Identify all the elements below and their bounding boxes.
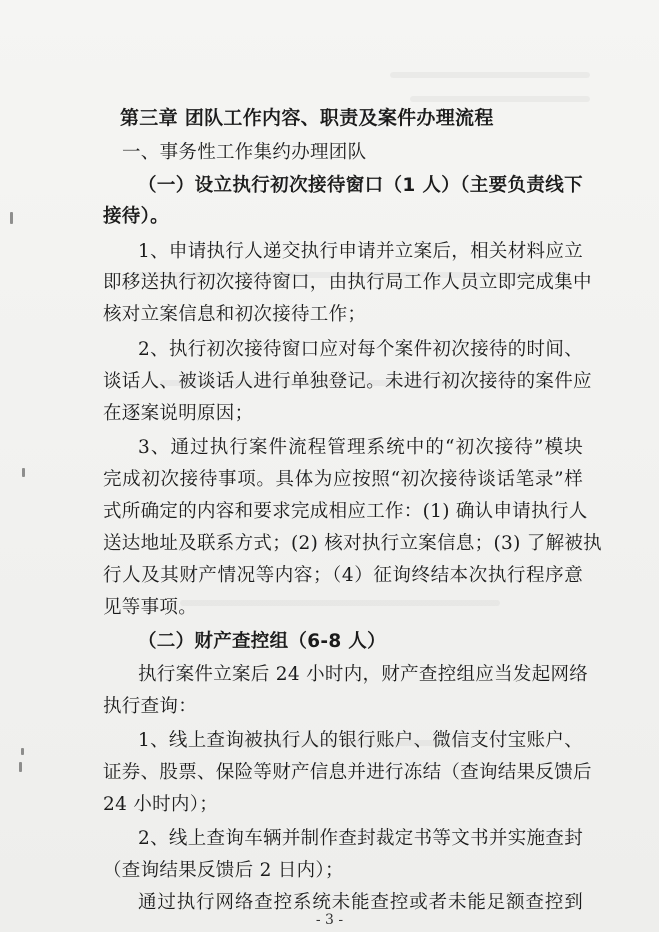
paragraph-line: 执行查询： (103, 696, 198, 717)
paragraph-line: 2、执行初次接待窗口应对每个案件初次接待的时间、 (138, 339, 583, 360)
bleed-through-shadow (390, 72, 590, 78)
subsection-title-line-2: 接待）。 (103, 206, 169, 227)
paragraph-line: 在逐案说明原因； (103, 403, 254, 424)
paragraph-line: 执行案件立案后 24 小时内，财产查控组应当发起网络 (138, 664, 589, 685)
subsection-title-line-1: （一）设立执行初次接待窗口（1 人）（主要负责线下 (138, 175, 583, 196)
paragraph-line: 3、通过执行案件流程管理系统中的“初次接待”模块 (138, 437, 583, 458)
paragraph-line: 谈话人、被谈话人进行单独登记。未进行初次接待的案件应 (103, 371, 592, 392)
scan-mark (10, 212, 13, 224)
paragraph-line: 1、线上查询被执行人的银行账户、微信支付宝账户、 (138, 730, 583, 751)
paragraph-line: 即移送执行初次接待窗口，由执行局工作人员立即完成集中 (103, 272, 592, 293)
paragraph-line: （查询结果反馈后 2 日内）； (103, 860, 344, 881)
paragraph-line: 24 小时内）； (103, 794, 219, 815)
chapter-title: 第三章 团队工作内容、职责及案件办理流程 (120, 107, 494, 129)
paragraph-line: 1、申请执行人递交执行申请并立案后，相关材料应立 (138, 241, 583, 262)
paragraph-line: 完成初次接待事项。具体为应按照“初次接待谈话笔录”样 (103, 469, 583, 490)
scan-mark (21, 748, 24, 755)
paragraph-line: 通过执行网络查控系统未能查控或者未能足额查控到 (138, 892, 583, 913)
paragraph-line: 式所确定的内容和要求完成相应工作：(1) 确认申请执行人 (103, 501, 588, 522)
section-title: 一、事务性工作集约办理团队 (122, 142, 367, 163)
paragraph-line: 送达地址及联系方式；(2) 核对执行立案信息；(3) 了解被执 (103, 533, 602, 554)
paragraph-line: 见等事项。 (103, 597, 198, 618)
scan-mark (19, 762, 22, 772)
paragraph-line: 核对立案信息和初次接待工作； (103, 304, 367, 325)
paragraph-line: 2、线上查询车辆并制作查封裁定书等文书并实施查封 (138, 828, 583, 849)
page-number: - 3 - (315, 912, 344, 928)
paragraph-line: 行人及其财产情况等内容；（4）征询终结本次执行程序意 (103, 565, 583, 586)
subsection-title: （二）财产查控组（6-8 人） (138, 631, 386, 652)
scan-mark (22, 468, 25, 477)
bleed-through-shadow (410, 96, 590, 102)
paragraph-line: 证券、股票、保险等财产信息并进行冻结（查询结果反馈后 (103, 762, 592, 783)
